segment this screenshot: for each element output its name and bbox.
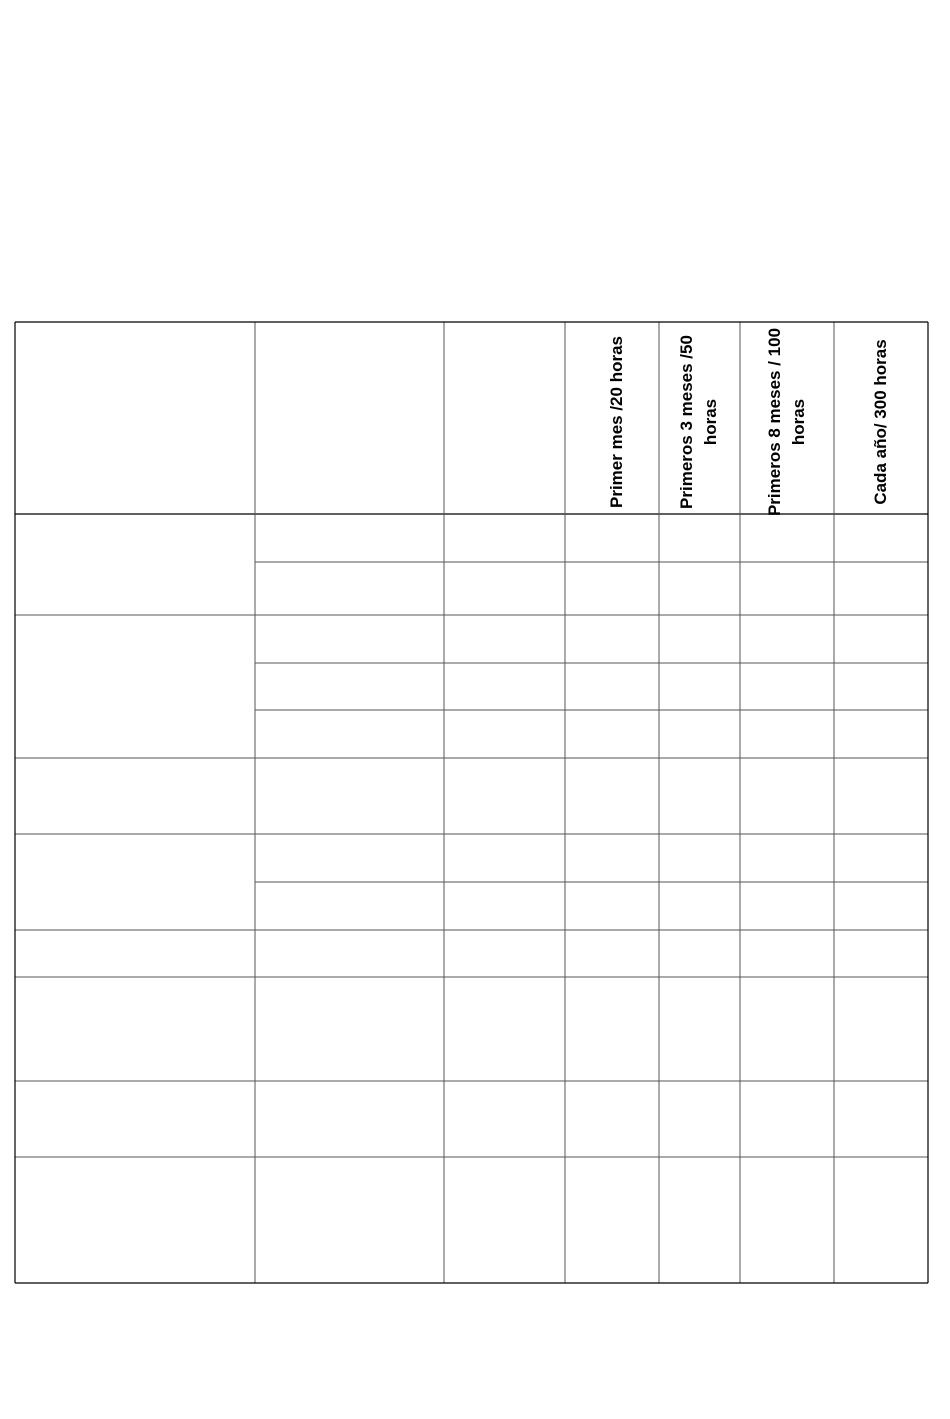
- header-primeros-3-meses: Primeros 3 meses /50 horas: [677, 335, 720, 509]
- header-primeros-8-meses: Primeros 8 meses / 100 horas: [765, 327, 808, 517]
- header-cada-ano: Cada año/ 300 horas: [871, 339, 890, 505]
- header-primer-mes: Primer mes /20 horas: [607, 336, 626, 508]
